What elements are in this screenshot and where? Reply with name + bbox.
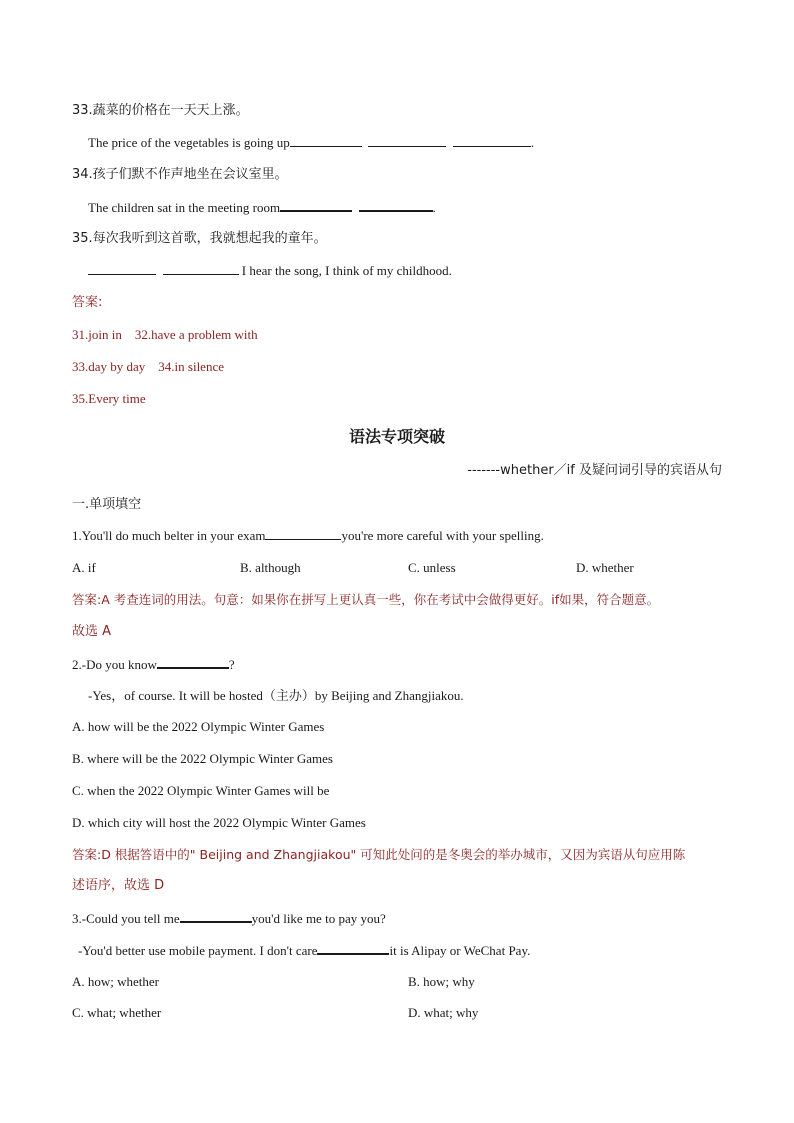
q1-option-d[interactable]: D. whether bbox=[576, 560, 634, 575]
q2-option-d[interactable]: D. which city will host the 2022 Olympic Winter Games bbox=[72, 815, 366, 830]
q2-stem bbox=[72, 655, 235, 674]
q3-blank-2[interactable] bbox=[317, 941, 389, 955]
section-title: 语法专项突破 bbox=[348, 427, 445, 446]
q2-option-a[interactable]: A. how will be the 2022 Olympic Winter Games bbox=[72, 719, 325, 734]
q34-english: The children sat in the meeting room . bbox=[88, 200, 436, 215]
answers-row-1: 31.join in 32.have a problem with bbox=[72, 327, 258, 342]
q33-blank-3[interactable] bbox=[453, 134, 531, 147]
q2-reply: -Yes，of course. It will be hosted（主办）by Beijing and Zhangjiakou. bbox=[88, 688, 464, 703]
q35-blank-2[interactable] bbox=[163, 262, 239, 275]
q34-chinese: 34.孩子们默不作声地坐在会议室里。 bbox=[72, 167, 288, 182]
q34-blank-1[interactable] bbox=[280, 198, 352, 212]
q3-option-d[interactable]: D. what; why bbox=[408, 1005, 479, 1020]
q33-blank-2[interactable] bbox=[368, 134, 446, 147]
q35-english bbox=[88, 262, 452, 280]
q3-blank-1[interactable] bbox=[180, 909, 252, 923]
part-heading: 一.单项填空 bbox=[72, 497, 142, 512]
q34-english-text: The children sat in the meeting room bbox=[88, 200, 281, 215]
q33-chinese: 33.蔬菜的价格在一天天上涨。 bbox=[72, 103, 249, 118]
q33-blank-1[interactable] bbox=[290, 134, 362, 147]
answers-label: 答案: bbox=[72, 295, 103, 310]
q3-stem-start: 3.-Could you tell me bbox=[72, 911, 180, 926]
q1-option-c[interactable]: C. unless bbox=[408, 560, 456, 575]
q2-answer-line-2: 述语序，故选 D bbox=[72, 878, 165, 893]
q3-reply-start: -You'd better use mobile payment. I don't care bbox=[78, 943, 318, 958]
q1-answer-line-1: 答案:A 考查连词的用法。句意：如果你在拼写上更认真一些，你在考试中会做得更好。if如果，符合题意。 bbox=[72, 592, 660, 607]
q1-blank[interactable] bbox=[265, 527, 341, 540]
q3-stem bbox=[72, 909, 386, 928]
answers-row-2: 33.day by day 34.in silence bbox=[72, 359, 224, 374]
q1-option-b[interactable]: B. although bbox=[240, 560, 301, 575]
q3-option-b[interactable]: B. how; why bbox=[408, 974, 475, 989]
q35-chinese: 35.每次我听到这首歌，我就想起我的童年。 bbox=[72, 231, 327, 246]
q34-blank-2[interactable] bbox=[359, 198, 433, 212]
q1-answer-line-2: 故选 A bbox=[72, 624, 112, 639]
q1-stem-end: you're more careful with your spelling. bbox=[341, 528, 544, 543]
q3-reply-end: it is Alipay or WeChat Pay. bbox=[389, 943, 531, 958]
q35-english-text: I hear the song, I think of my childhood. bbox=[241, 263, 452, 278]
q3-option-a[interactable]: A. how; whether bbox=[72, 974, 160, 989]
q33-english-text: The price of the vegetables is going up bbox=[88, 135, 290, 150]
q3-stem-end: you'd like me to pay you? bbox=[251, 911, 386, 926]
answers-row-3: 35.Every time bbox=[72, 391, 146, 406]
q35-blank-1[interactable] bbox=[88, 262, 156, 275]
q1-stem bbox=[72, 527, 544, 545]
section-subtitle: -------whether／if 及疑问词引导的宾语从句 bbox=[467, 463, 722, 478]
q2-blank[interactable] bbox=[157, 655, 229, 669]
q3-reply bbox=[78, 941, 530, 960]
q2-stem-end: ? bbox=[228, 657, 235, 672]
q1-option-a[interactable]: A. if bbox=[72, 560, 96, 575]
q2-option-c[interactable]: C. when the 2022 Olympic Winter Games will be bbox=[72, 783, 330, 798]
q1-stem-start: 1.You'll do much belter in your exam bbox=[72, 528, 266, 543]
q2-answer-line-1: 答案:D 根据答语中的" Beijing and Zhangjiakou" 可知此处问的是冬奥会的举办城市，又因为宾语从句应用陈 bbox=[72, 847, 686, 862]
q2-option-b[interactable]: B. where will be the 2022 Olympic Winter Games bbox=[72, 751, 333, 766]
q3-option-c[interactable]: C. what; whether bbox=[72, 1005, 162, 1020]
q33-english: The price of the vegetables is going up . bbox=[88, 135, 535, 150]
q2-stem-text: 2.-Do you know bbox=[72, 657, 157, 672]
